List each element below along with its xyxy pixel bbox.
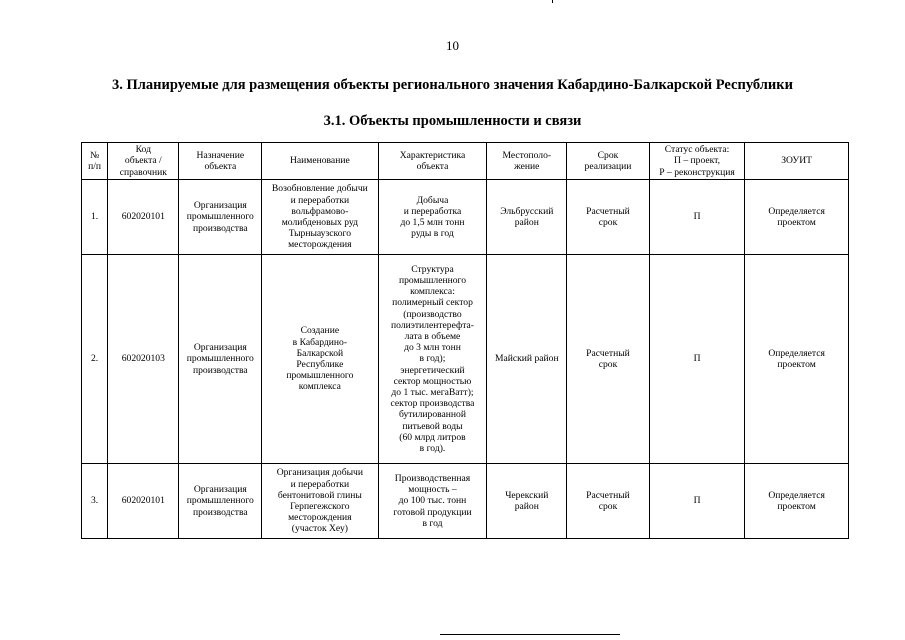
header-name: Наименование [262,143,378,180]
cell-characteristics: Структура промышленного комплекса: полимерный сектор (производство полиэтилентерефта- лата в объеме до 3 млн тонн в год); энергетический сектор мощностью до 1 тыс. мегаВатт); сектор производства бутилированной питьевой воды (60 млрд литров в год). [378,255,487,464]
cell-status: П [649,464,744,539]
cell-name: Возобновление добычи и переработки вольфрамово- молибденовых руд Тырныаузского месторождения [262,180,378,255]
table-row [82,180,849,255]
cell-num: 2. [82,255,108,464]
cell-location: Майский район [487,255,567,464]
header-characteristics: Характеристика объекта [378,143,487,180]
cell-characteristics: Производственная мощность – до 100 тыс. тонн готовой продукции в год [378,464,487,539]
header-term: Срок реализации [567,143,650,180]
header-num: № п/п [82,143,108,180]
cell-name: Создание в Кабардино- Балкарской Республике промышленного комплекса [262,255,378,464]
cell-term: Расчетный срок [567,464,650,539]
cell-code: 602020103 [108,255,179,464]
cell-status: П [649,180,744,255]
table-row [82,255,849,464]
header-zouit: ЗОУИТ [745,143,849,180]
footer-rule [440,634,620,635]
header-purpose: Назначение объекта [179,143,262,180]
cell-zouit: Определяется проектом [745,255,849,464]
header-location: Местополо- жение [487,143,567,180]
page-number: 10 [446,38,459,53]
cell-num: 1. [82,180,108,255]
cell-term: Расчетный срок [567,255,650,464]
cell-name: Организация добычи и переработки бентонитовой глины Герпегежского месторождения (участок Хеу) [262,464,378,539]
cell-zouit: Определяется проектом [745,464,849,539]
subsection-title: 3.1. Объекты промышленности и связи [323,113,582,129]
header-code: Код объекта / справочник [108,143,179,180]
cell-code: 602020101 [108,464,179,539]
cell-term: Расчетный срок [567,180,650,255]
header-status: Статус объекта: П – проект, Р – реконструкция [649,143,744,180]
cell-status: П [649,255,744,464]
scan-mark [552,0,553,3]
cell-location: Черекский район [487,464,567,539]
cell-code: 602020101 [108,180,179,255]
cell-location: Эльбрусский район [487,180,567,255]
cell-purpose: Организация промышленного производства [179,180,262,255]
cell-characteristics: Добыча и переработка до 1,5 млн тонн руды в год [378,180,487,255]
cell-num: 3. [82,464,108,539]
section-title: 3. Планируемые для размещения объекты регионального значения Кабардино-Балкарской Республики [112,77,793,93]
cell-purpose: Организация промышленного производства [179,464,262,539]
table-header-row [82,143,849,180]
table-row [82,464,849,539]
cell-purpose: Организация промышленного производства [179,255,262,464]
cell-zouit: Определяется проектом [745,180,849,255]
objects-table [81,142,849,539]
